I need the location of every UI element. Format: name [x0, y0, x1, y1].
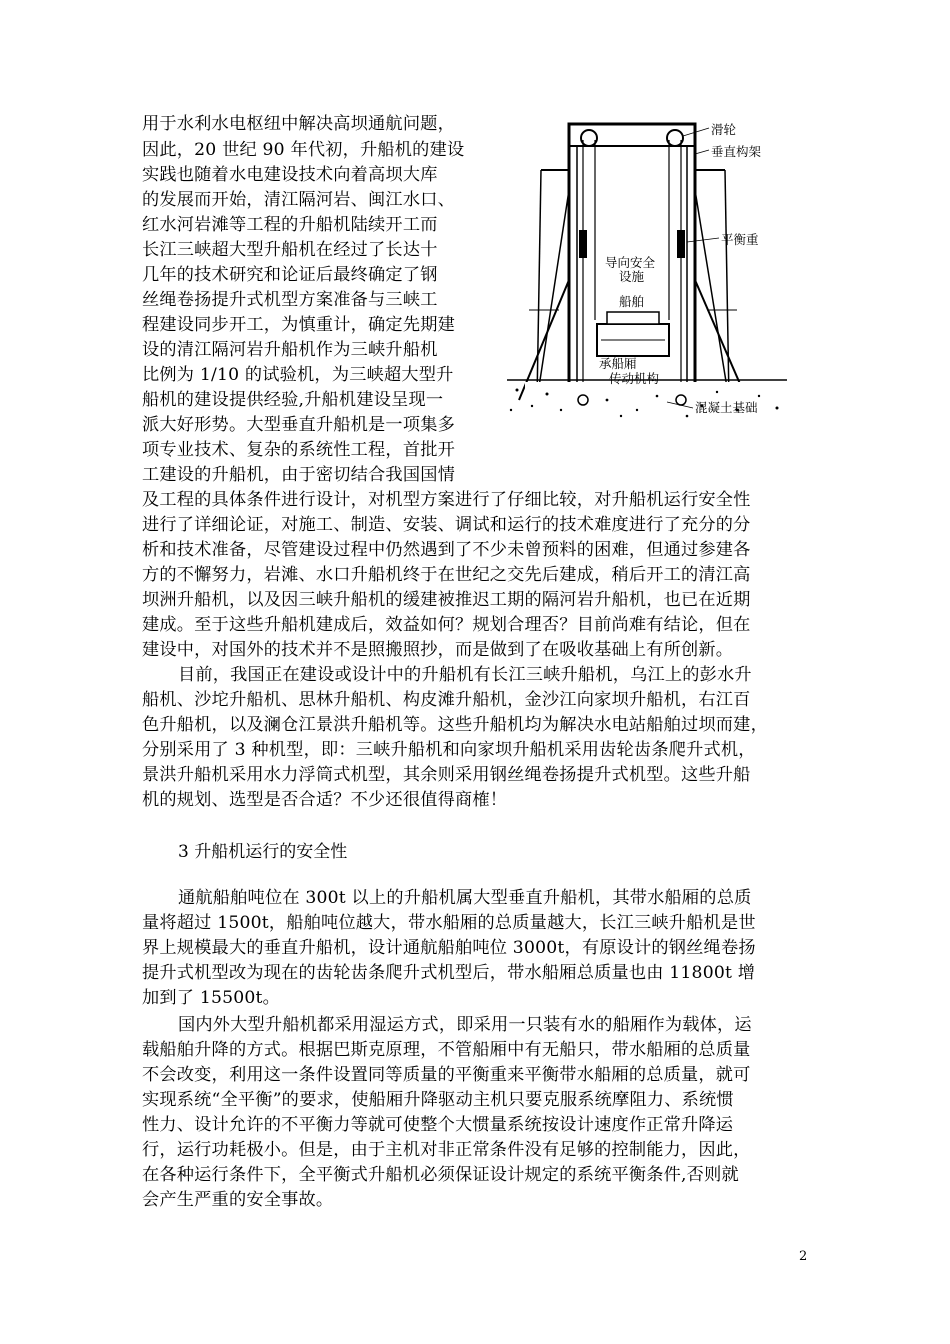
text-line: 程建设同步开工，为慎重计，确定先期建: [142, 315, 455, 335]
section-heading: 3 升船机运行的安全性: [178, 842, 348, 862]
text-line: 红水河岩滩等工程的升船机陆续开工而: [142, 215, 438, 235]
text-line: 实现系统“全平衡”的要求，使船厢升降驱动主机只要克服系统摩阻力、系统惯: [142, 1090, 734, 1110]
text-line: 因此，20 世纪 90 年代初，升船机的建设: [142, 140, 465, 160]
text-line: 几年的技术研究和论证后最终确定了钢: [142, 265, 438, 285]
text-line: 加到了 15500t。: [142, 988, 280, 1008]
text-line: 工建设的升船机，由于密切结合我国国情: [142, 465, 455, 485]
text-line: 实践也随着水电建设技术向着高坝大库: [142, 165, 438, 185]
text-line: 项专业技术、复杂的系统性工程，首批开: [142, 440, 455, 460]
text-line: 派大好形势。大型垂直升船机是一项集多: [142, 415, 455, 435]
text-line: 船机、沙坨升船机、思林升船机、构皮滩升船机，金沙江向家坝升船机，右江百: [142, 690, 751, 710]
label-guide-safety-2: 设施: [619, 269, 645, 284]
ship-lift-diagram: [497, 110, 797, 450]
text-line: 界上规模最大的垂直升船机，设计通航船舶吨位 3000t，有原设计的钢丝绳卷扬: [142, 938, 756, 958]
text-line: 比例为 1/10 的试验机，为三峡超大型升: [142, 365, 454, 385]
text-line: 用于水利水电枢纽中解决高坝通航问题，: [142, 114, 455, 134]
text-line: 进行了详细论证，对施工、制造、安装、调试和运行的技术难度进行了充分的分: [142, 515, 751, 535]
text-line: 载船舶升降的方式。根据巴斯克原理，不管船厢中有无船只，带水船厢的总质量: [142, 1040, 751, 1060]
text-line: 色升船机，以及澜仓江景洪升船机等。这些升船机均为解决水电站船舶过坝而建，: [142, 715, 768, 735]
label-guide-safety: 导向安全: [605, 255, 656, 270]
text-line: 建设中，对国外的技术并不是照搬照抄，而是做到了在吸收基础上有所创新。: [142, 640, 734, 660]
text-line: 国内外大型升船机都采用湿运方式，即采用一只装有水的船厢作为载体，运: [178, 1015, 752, 1035]
text-line: 方的不懈努力，岩滩、水口升船机终于在世纪之交先后建成，稍后开工的清江高: [142, 565, 751, 585]
text-line: 及工程的具体条件进行设计，对机型方案进行了仔细比较，对升船机运行安全性: [142, 490, 751, 510]
label-drive-mechanism: 传动机构: [609, 371, 660, 386]
text-line: 长江三峡超大型升船机在经过了长达十: [142, 240, 438, 260]
text-line: 性力、设计允许的不平衡力等就可使整个大惯量系统按设计速度作正常升降运: [142, 1115, 734, 1135]
text-line: 提升式机型改为现在的齿轮齿条爬升式机型后，带水船厢总质量也由 11800t 增: [142, 963, 756, 983]
text-line: 分别采用了 3 种机型，即：三峡升船机和向家坝升船机采用齿轮齿条爬升式机，: [142, 740, 756, 760]
label-vertical-frame: 垂直构架: [711, 144, 762, 159]
text-line: 在各种运行条件下，全平衡式升船机必须保证设计规定的系统平衡条件,否则就: [142, 1165, 739, 1185]
text-line: 行，运行功耗极小。但是，由于主机对非正常条件没有足够的控制能力，因此，: [142, 1140, 751, 1160]
counterweight-left: [579, 230, 587, 258]
label-pulley: 滑轮: [711, 122, 737, 137]
text-line: 析和技术准备，尽管建设过程中仍然遇到了不少未曾预料的困难，但通过参建各: [142, 540, 751, 560]
counterweight-right: [677, 230, 685, 258]
text-line: 会产生严重的安全事故。: [142, 1190, 334, 1210]
label-ship-chamber: 承船厢: [599, 356, 637, 371]
label-counterweight: 平衡重: [721, 232, 759, 247]
label-concrete-foundation: 混凝土基础: [695, 400, 758, 415]
text-line: 的发展而开始，清江隔河岩、闽江水口、: [142, 190, 455, 210]
label-ship: 船舶: [619, 294, 645, 309]
text-line: 船机的建设提供经验,升船机建设呈现一: [142, 390, 444, 410]
text-line: 设的清江隔河岩升船机作为三峡升船机: [142, 340, 438, 360]
text-line: 坝洲升船机，以及因三峡升船机的缓建被推迟工期的隔河岩升船机，也已在近期: [142, 590, 751, 610]
text-line: 景洪升船机采用水力浮筒式机型，其余则采用钢丝绳卷扬提升式机型。这些升船: [142, 765, 751, 785]
text-line: 机的规划、选型是否合适？不少还很值得商榷！: [142, 790, 508, 810]
text-line: 目前，我国正在建设或设计中的升船机有长江三峡升船机，乌江上的彭水升: [178, 665, 752, 685]
text-line: 不会改变，利用这一条件设置同等质量的平衡重来平衡带水船厢的总质量，就可: [142, 1065, 751, 1085]
text-line: 建成。至于这些升船机建成后，效益如何？规划合理否？目前尚难有结论，但在: [142, 615, 751, 635]
text-line: 通航船舶吨位在 300t 以上的升船机属大型垂直升船机，其带水船厢的总质: [178, 888, 752, 908]
page-number: 2: [799, 1249, 808, 1264]
text-line: 丝绳卷扬提升式机型方案准备与三峡工: [142, 290, 438, 310]
ship: [607, 312, 659, 324]
text-line: 量将超过 1500t，船舶吨位越大，带水船厢的总质量越大，长江三峡升船机是世: [142, 913, 756, 933]
